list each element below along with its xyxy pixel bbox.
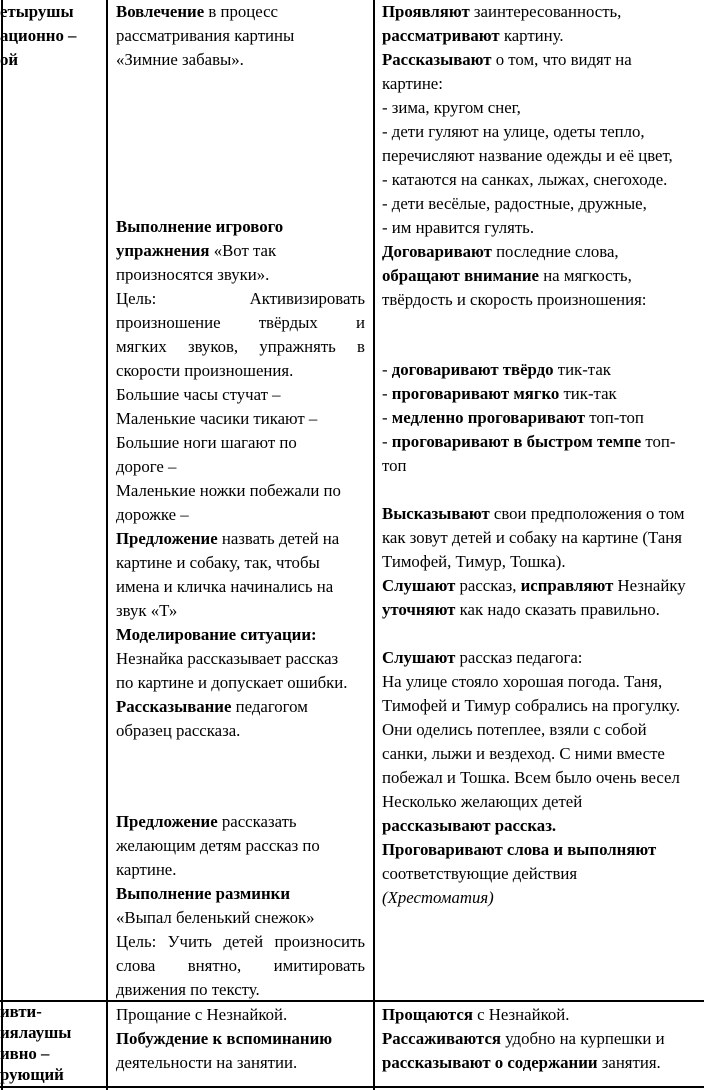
story-line: побежал и Тошка. Всем было очень весел — [382, 768, 680, 787]
stage-line: иялаушы — [0, 1023, 72, 1042]
table-border-bottom — [0, 1086, 704, 1088]
stage-line: ивти- — [0, 1002, 42, 1021]
row1-stage-cell — [0, 0, 104, 72]
row2-children-cell: Прощаются с Незнайкой. Рассаживаются удобно на курпешки и рассказывают о содержании занятия. — [382, 1005, 665, 1072]
row2-stage-cell — [0, 1001, 104, 1085]
rhyme-line: Большие ноги шагают по — [116, 433, 297, 452]
story-block: Слушают рассказ педагога: На улице стояло хорошая погода. Таня, Тимофей и Тимур собрались на прогулку. Они оделись потеплее, взяли с собой санки, лыжи и вездеход. С ними вместе побежал и Тошка. Всем было очень весел Несколько желающих детей рассказывают рассказ. Проговаривают слова и выполняют соответствующие действия (Хрестоматия) — [382, 646, 704, 910]
table-divider-stage-teacher — [106, 0, 108, 1090]
stage-line: ационно – — [0, 26, 77, 45]
pronunciation-block: - договаривают твёрдо тик-так - проговаривают мягко тик-так - медленно проговаривают топ-топ - проговаривают в быстром темпе топ- топ — [382, 360, 676, 475]
goal-line: Цель: Учить детей произносить — [116, 932, 366, 951]
rhyme-line: Большие часы стучат – — [116, 385, 281, 404]
story-line: Они оделись потеплее, взяли с собой — [382, 720, 647, 739]
stage-line: ой — [0, 50, 19, 69]
table-border-left — [1, 0, 3, 1090]
warmup-block: Предложение рассказать желающим детям рассказ по картине. Выполнение разминки «Выпал беленький снежок» Цель: Учить детей произносить слова внятно, имитировать движения по тексту. — [116, 812, 366, 999]
stage-line: ивно – — [0, 1044, 50, 1063]
game-exercise-block: Выполнение игрового упражнения «Вот так произносятся звуки». Цель: Активизировать произношение твёрдых и мягких звуков, упражнять в скорости произношения. Большие часы стучат – Маленькие часики тикают – Большие ноги шагают по дороге – Маленькие ножки побежали по дорожке – Предложение назвать детей на картине и собаку, так, чтобы имена и кличка начинались на звук «Т» Моделирование ситуации: Незнайка рассказывает рассказ по картине и допускает ошибки. Рассказывание педагогом образец рассказа. — [116, 217, 365, 740]
row1-children-cell: Проявляют заинтересованность, рассматривают картину. Рассказывают о том, что видят на картине: - зима, кругом снег, - дети гуляют на улице, одеты тепло, перечисляют название одежды и её цвет, - катаются на санках, лыжах, снегоходе. - дети весёлые, радостные, дружные, - им нравится гулять. Договаривают последние слова, обращают внимание на мягкость, твёрдость и скорость произношения: - договаривают твёрдо тик-так - проговаривают мягко тик-так - медленно проговаривают топ-топ - проговаривают в быстром темпе топ- топ Высказывают свои предположения о том как зовут детей и собаку на картине (Таня Тимофей, Тимур, Тошка). Слушают рассказ, исправляют Незнайку уточняют как надо сказать правильно. Слушают рассказ педагога: На улице стояло хорошая погода. Таня, Тимофей и Тимур собрались на прогулку. Они оделись потеплее, взяли с собой санки, лыжи и вездеход. С ними вместе побежал и Тошка. Всем было очень весел Несколько желающих детей рассказывают рассказ. Проговаривают слова и выполняют соответствующие действия (Хрестоматия) — [382, 0, 704, 312]
rhyme-line: дороге – — [116, 457, 177, 476]
row1-teacher-cell — [116, 0, 366, 999]
teacher-line: рассматривания картины — [116, 26, 295, 45]
row2-teacher-cell: Прощание с Незнайкой. Побуждение к вспоминанию деятельности на занятии. — [116, 1005, 333, 1072]
table-divider-teacher-children — [373, 0, 375, 1090]
teacher-line: Вовлечение в процесс — [116, 2, 278, 21]
story-line: На улице стояло хорошая погода. Таня, — [382, 672, 663, 691]
stage-line: рующий — [0, 1065, 64, 1084]
teacher-line: «Зимние забавы». — [116, 50, 244, 69]
rhyme-line: Маленькие часики тикают – — [116, 409, 318, 428]
guess-block: Высказывают свои предположения о том как зовут детей и собаку на картине (Таня Тимофей, Тимур, Тошка). Слушают рассказ, исправляют Незнайку уточняют как надо сказать правильно. — [382, 504, 686, 619]
story-line: Тимофей и Тимур собрались на прогулку. — [382, 696, 681, 715]
rhyme-line: Маленькие ножки побежали по — [116, 481, 341, 500]
rhyme-line: дорожке – — [116, 505, 189, 524]
story-line: санки, лыжи и вездеход. С ними вместе — [382, 744, 665, 763]
stage-line: етырушы — [0, 2, 74, 21]
goal-line: Цель: Активизировать — [116, 289, 365, 308]
